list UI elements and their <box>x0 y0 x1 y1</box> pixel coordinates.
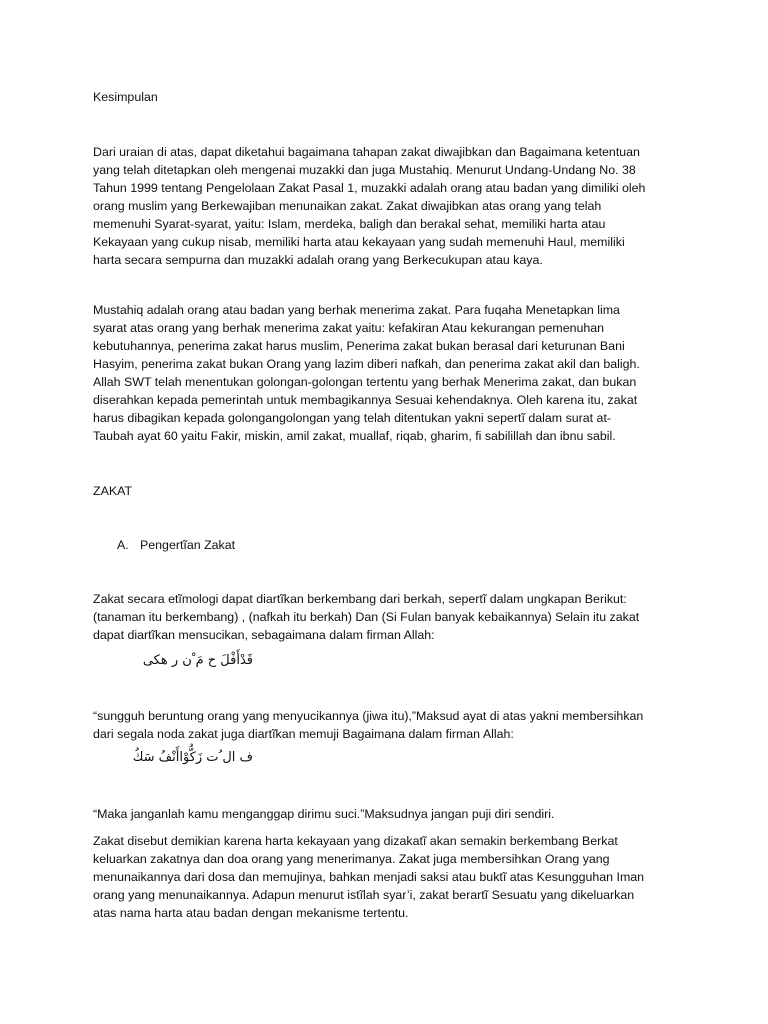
paragraph-zakat-disebut <box>93 832 683 922</box>
paragraph-translation-1 <box>93 707 683 743</box>
paragraph-line: (tanaman itu berkembang) , (nafkah itu berkah) Dan (Si Fulan banyak kebaikannya) Selain itu zakat <box>93 610 640 624</box>
paragraph-line: syarat atas orang yang berhak menerima zakat yaitu: kefakiran Atau kekurangan pemenuhan <box>93 321 605 335</box>
section-title-pengertian: Pengertĩan Zakat <box>140 538 236 552</box>
heading-zakat: ZAKAT <box>93 484 133 498</box>
paragraph-line: Allah SWT telah menentukan golongan-golongan tertentu yang berhak Menerima zakat, dan bukan <box>93 375 637 389</box>
paragraph-line: Hasyim, penerima zakat bukan Orang yang lazim diberi nafkah, dan penerima zakat akil dan baligh. <box>93 357 640 371</box>
paragraph-line: harta secara sempurna dan muzakki adalah orang yang Berkecukupan atau kaya. <box>93 253 543 267</box>
paragraph-line: atas nama harta atau badan dengan mekanisme tertentu. <box>93 906 409 920</box>
paragraph-translation-2: “Maka janganlah kamu menganggap dirimu suci.”Maksudnya jangan puji diri sendiri. <box>93 807 555 821</box>
paragraph-line: orang muslim yang Berkewajiban menunaikan zakat. Zakat diwajibkan atas orang yang telah <box>93 199 602 213</box>
paragraph-line: Mustahiq adalah orang atau badan yang berhak menerima zakat. Para fuqaha Menetapkan lima <box>93 303 620 317</box>
arabic-verse-2: ف ال ُت زَكُّوْاأَنْفُ سَكُ <box>132 750 253 765</box>
paragraph-line: “sungguh beruntung orang yang menyucikannya (jiwa itu),”Maksud ayat di atas yakni membersihkan <box>93 709 644 723</box>
paragraph-line: dapat diartĩkan mensucikan, sebagaimana dalam firman Allah: <box>93 628 435 642</box>
paragraph-line: Tahun 1999 tentang Pengelolaan Zakat Pasal 1, muzakki adalah orang atau badan yang dimiliki oleh <box>93 181 646 195</box>
paragraph-line: Taubah ayat 60 yaitu Fakir, miskin, amil zakat, muallaf, riqab, gharim, fi sabilillah dan ibnu sabil. <box>93 429 616 443</box>
list-marker: A. <box>117 538 129 552</box>
paragraph-line: Dari uraian di atas, dapat diketahui bagaimana tahapan zakat diwajibkan dan Bagaimana ketentuan <box>93 145 640 159</box>
paragraph-line: Zakat disebut demikian karena harta kekayaan yang dizakatĩ akan semakin berkembang Berkat <box>93 834 618 848</box>
paragraph-etimologi <box>93 590 683 644</box>
paragraph-line: memenuhi Syarat-syarat, yaitu: Islam, merdeka, baligh dan berakal sehat, memiliki harta atau <box>93 217 606 231</box>
paragraph-line: orang yang menunaikannya. Adapun menurut istĩlah syar’i, zakat berartĩ Sesuatu yang dikeluarkan <box>93 888 635 902</box>
paragraph-line: keluarkan zakatnya dan doa orang yang menerimanya. Zakat juga membersihkan Orang yang <box>93 852 610 866</box>
heading-kesimpulan: Kesimpulan <box>93 90 158 104</box>
paragraph-line: Zakat secara etĩmologi dapat diartĩkan berkembang dari berkah, sepertĩ dalam ungkapan Berikut: <box>93 592 627 606</box>
paragraph-line: harus dibagikan kepada golongangolongan yang telah ditentukan yakni sepertĩ dalam surat at- <box>93 411 612 425</box>
paragraph-kesimpulan <box>93 143 683 269</box>
arabic-verse-1: قَدْأَفْلَ ح مَ ْن ر هكى <box>142 653 253 668</box>
paragraph-line: Kekayaan yang cukup nisab, memiliki harta atau kekayaan yang sudah memenuhi Haul, memiliki <box>93 235 625 249</box>
paragraph-line: yang telah ditetapkan oleh mengenai muzakki dan juga Mustahiq. Menurut Undang-Undang No. 38 <box>93 163 636 177</box>
paragraph-line: diserahkan kepada pemerintah untuk membagikannya Sesuai kehendaknya. Oleh karena itu, zakat <box>93 393 638 407</box>
paragraph-mustahiq <box>93 301 683 445</box>
paragraph-line: dari segala noda zakat juga diartĩkan memuji Bagaimana dalam firman Allah: <box>93 727 514 741</box>
paragraph-line: menunaikannya dari dosa dan memujinya, bahkan menjadi saksi atau buktĩ atas Kesungguhan Iman <box>93 870 645 884</box>
paragraph-line: kebutuhannya, penerima zakat harus muslim, Penerima zakat bukan berasal dari keturunan Bani <box>93 339 625 353</box>
